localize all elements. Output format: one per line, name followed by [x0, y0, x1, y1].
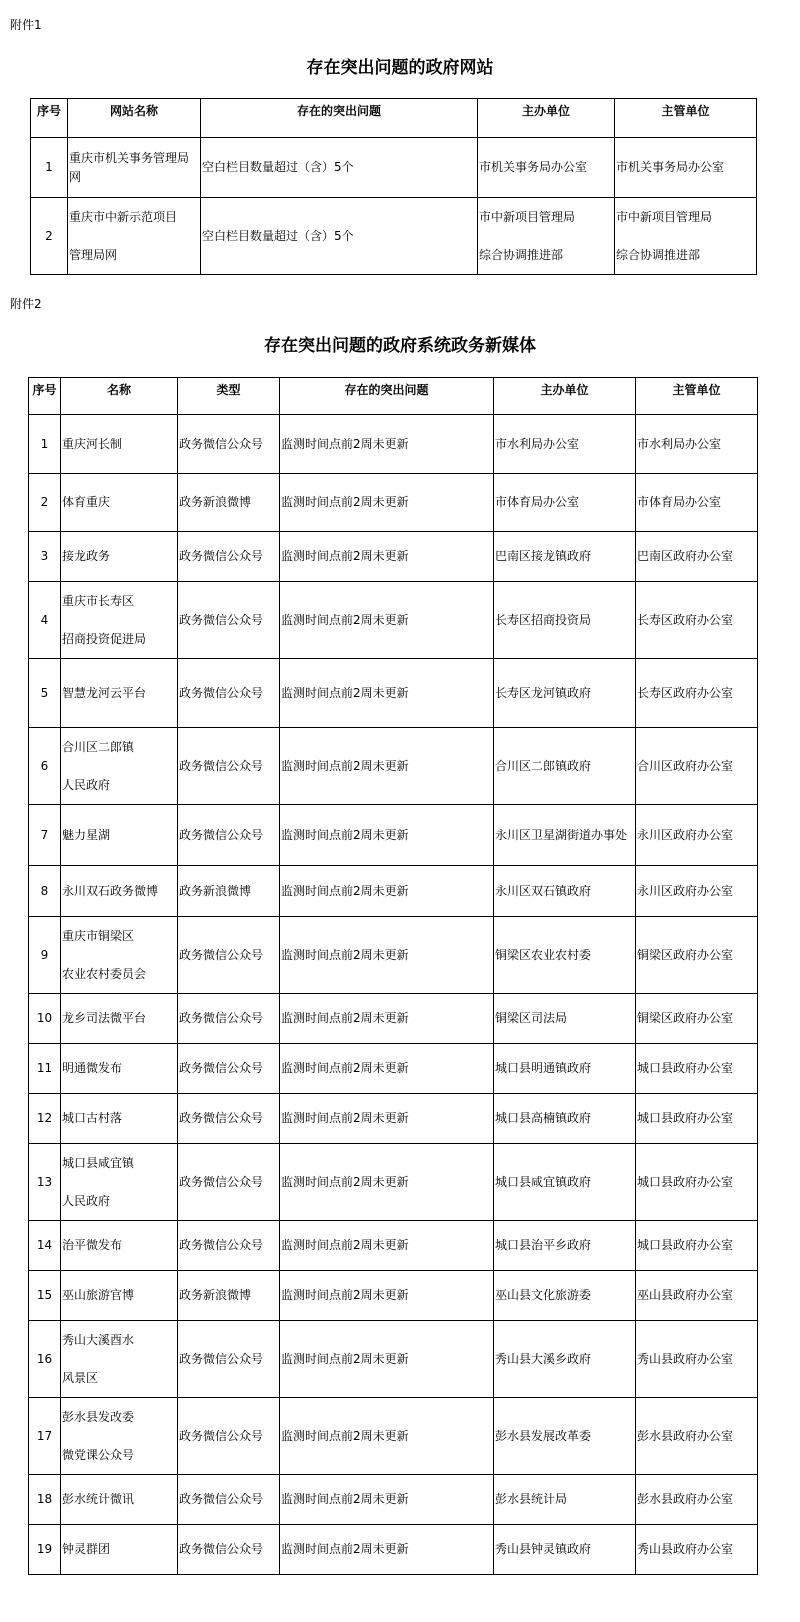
row-name — [61, 917, 178, 994]
header-host-unit: 主办单位 — [478, 99, 615, 138]
row-name — [61, 805, 178, 866]
row-name — [61, 1398, 178, 1475]
row-name-line-1: 重庆河长制 — [62, 436, 123, 451]
table-row — [31, 198, 757, 275]
row-index: 12 — [29, 1094, 61, 1144]
row-supervisor-unit: 铜梁区政府办公室 — [636, 994, 758, 1044]
row-supervisor-unit: 巴南区政府办公室 — [636, 532, 758, 582]
row-name — [61, 532, 178, 582]
row-host-unit: 合川区二郎镇政府 — [494, 728, 636, 805]
row-host-unit: 市水利局办公室 — [494, 415, 636, 474]
row-issue: 监测时间点前2周未更新 — [280, 582, 494, 659]
attachment-2-label: 附件2 — [10, 297, 42, 311]
row-type: 政务微信公众号 — [178, 805, 280, 866]
row-name — [61, 474, 178, 532]
row-name-line-1: 彭水统计微讯 — [62, 1492, 135, 1506]
row-index: 11 — [29, 1044, 61, 1094]
table-row — [29, 994, 758, 1044]
row-issue: 空白栏目数量超过（含）5个 — [201, 138, 478, 198]
row-index: 5 — [29, 659, 61, 728]
row-supervisor-unit: 秀山县政府办公室 — [636, 1321, 758, 1398]
table-row — [29, 659, 758, 728]
row-issue: 监测时间点前2周未更新 — [280, 805, 494, 866]
table-row — [31, 138, 757, 198]
row-name — [61, 1525, 178, 1575]
header-supervisor-unit: 主管单位 — [636, 378, 758, 415]
header-issue: 存在的突出问题 — [280, 378, 494, 415]
table-header-row — [31, 99, 757, 138]
table-row — [29, 728, 758, 805]
table-row — [29, 1094, 758, 1144]
table-row — [29, 1044, 758, 1094]
row-issue: 监测时间点前2周未更新 — [280, 1475, 494, 1525]
row-supervisor-unit: 长寿区政府办公室 — [636, 659, 758, 728]
row-name — [61, 582, 178, 659]
table-row — [29, 1144, 758, 1221]
row-index: 2 — [29, 474, 61, 532]
row-name-line-2: 招商投资促进局 — [62, 632, 147, 646]
row-index: 3 — [29, 532, 61, 582]
row-name-line-1: 重庆市铜梁区 — [62, 929, 135, 943]
row-name-line-1: 巫山旅游官博 — [62, 1288, 135, 1302]
row-type: 政务微信公众号 — [178, 1094, 280, 1144]
row-supervisor-unit: 合川区政府办公室 — [636, 728, 758, 805]
row-host-unit: 彭水县发展改革委 — [494, 1398, 636, 1475]
row-host-unit: 彭水县统计局 — [494, 1475, 636, 1525]
row-website-name-line-2: 管理局网 — [69, 248, 118, 262]
row-host-unit: 巫山县文化旅游委 — [494, 1271, 636, 1321]
row-supervisor-unit: 彭水县政府办公室 — [636, 1398, 758, 1475]
row-website-name — [68, 198, 201, 275]
header-website-name: 网站名称 — [68, 99, 201, 138]
row-host-unit: 铜梁区司法局 — [494, 994, 636, 1044]
row-name-line-2: 农业农村委员会 — [62, 967, 147, 981]
table-row — [29, 532, 758, 582]
row-issue: 监测时间点前2周未更新 — [280, 532, 494, 582]
row-type: 政务微信公众号 — [178, 659, 280, 728]
attachment-1-label: 附件1 — [10, 18, 42, 32]
row-host-unit: 长寿区龙河镇政府 — [494, 659, 636, 728]
row-type: 政务微信公众号 — [178, 1221, 280, 1271]
row-name-line-1: 合川区二郎镇 — [62, 740, 135, 754]
header-index: 序号 — [31, 99, 68, 138]
row-supervisor-unit: 城口县政府办公室 — [636, 1221, 758, 1271]
header-name: 名称 — [61, 378, 178, 415]
row-supervisor-unit: 市水利局办公室 — [636, 415, 758, 474]
row-name — [61, 1475, 178, 1525]
row-name-line-1: 明通微发布 — [62, 1061, 123, 1075]
row-index: 17 — [29, 1398, 61, 1475]
row-name-line-1: 接龙政务 — [62, 549, 111, 563]
row-supervisor-unit: 市体育局办公室 — [636, 474, 758, 532]
row-host-unit: 城口县治平乡政府 — [494, 1221, 636, 1271]
row-host-unit: 永川区卫星湖街道办事处 — [494, 805, 636, 866]
row-type: 政务新浪微博 — [178, 1271, 280, 1321]
table-row — [29, 1321, 758, 1398]
table-row — [29, 1398, 758, 1475]
row-host-unit-line-1: 市中新项目管理局 — [479, 210, 576, 224]
row-supervisor-unit: 城口县政府办公室 — [636, 1144, 758, 1221]
row-name-line-1: 秀山大溪酉水 — [62, 1333, 135, 1347]
table-row — [29, 415, 758, 474]
attachment-2-title: 存在突出问题的政府系统政务新媒体 — [264, 336, 536, 356]
row-name-line-2: 人民政府 — [62, 778, 111, 792]
header-type: 类型 — [178, 378, 280, 415]
row-name — [61, 1094, 178, 1144]
row-name-line-1: 魅力星湖 — [62, 827, 111, 842]
row-host-unit: 长寿区招商投资局 — [494, 582, 636, 659]
row-host-unit: 市体育局办公室 — [494, 474, 636, 532]
row-type: 政务新浪微博 — [178, 866, 280, 917]
row-issue: 空白栏目数量超过（含）5个 — [201, 198, 478, 275]
row-type: 政务微信公众号 — [178, 1398, 280, 1475]
row-issue: 监测时间点前2周未更新 — [280, 415, 494, 474]
row-issue: 监测时间点前2周未更新 — [280, 728, 494, 805]
row-name-line-2: 微党课公众号 — [62, 1448, 135, 1462]
table-row — [29, 1271, 758, 1321]
row-name — [61, 1144, 178, 1221]
new-media-table — [28, 377, 758, 1575]
row-supervisor-unit: 城口县政府办公室 — [636, 1094, 758, 1144]
row-host-unit: 城口县咸宜镇政府 — [494, 1144, 636, 1221]
header-host-unit: 主办单位 — [494, 378, 636, 415]
row-supervisor-unit-line-1: 市中新项目管理局 — [616, 210, 713, 224]
row-name-line-1: 智慧龙河云平台 — [62, 685, 147, 700]
row-type: 政务微信公众号 — [178, 582, 280, 659]
row-supervisor-unit — [615, 198, 757, 275]
row-index: 18 — [29, 1475, 61, 1525]
row-index: 14 — [29, 1221, 61, 1271]
row-type: 政务微信公众号 — [178, 994, 280, 1044]
row-index: 8 — [29, 866, 61, 917]
row-name — [61, 1271, 178, 1321]
row-issue: 监测时间点前2周未更新 — [280, 1321, 494, 1398]
row-issue: 监测时间点前2周未更新 — [280, 659, 494, 728]
row-type: 政务新浪微博 — [178, 474, 280, 532]
row-issue: 监测时间点前2周未更新 — [280, 1144, 494, 1221]
row-supervisor-unit: 彭水县政府办公室 — [636, 1475, 758, 1525]
row-name-line-1: 城口县咸宜镇 — [62, 1156, 135, 1170]
row-supervisor-unit-line-2: 综合协调推进部 — [616, 248, 701, 262]
row-name — [61, 728, 178, 805]
row-type: 政务微信公众号 — [178, 917, 280, 994]
header-issue: 存在的突出问题 — [201, 99, 478, 138]
row-type: 政务微信公众号 — [178, 1044, 280, 1094]
row-name-line-1: 城口古村落 — [62, 1111, 123, 1125]
attachment-1-title: 存在突出问题的政府网站 — [306, 58, 494, 78]
row-supervisor-unit: 秀山县政府办公室 — [636, 1525, 758, 1575]
row-name-line-1: 永川双石政务微博 — [62, 883, 159, 898]
row-index: 13 — [29, 1144, 61, 1221]
row-name-line-1: 重庆市长寿区 — [62, 594, 135, 608]
row-issue: 监测时间点前2周未更新 — [280, 1094, 494, 1144]
row-type: 政务微信公众号 — [178, 1475, 280, 1525]
row-name — [61, 994, 178, 1044]
row-index: 15 — [29, 1271, 61, 1321]
row-host-unit: 巴南区接龙镇政府 — [494, 532, 636, 582]
row-name-line-2: 风景区 — [62, 1371, 99, 1385]
row-type: 政务微信公众号 — [178, 1144, 280, 1221]
row-host-unit: 铜梁区农业农村委 — [494, 917, 636, 994]
row-type: 政务微信公众号 — [178, 1525, 280, 1575]
row-host-unit: 秀山县钟灵镇政府 — [494, 1525, 636, 1575]
websites-table — [30, 98, 757, 275]
row-name — [61, 1221, 178, 1271]
row-issue: 监测时间点前2周未更新 — [280, 1398, 494, 1475]
row-supervisor-unit: 铜梁区政府办公室 — [636, 917, 758, 994]
row-supervisor-unit: 市机关事务局办公室 — [615, 138, 757, 198]
table-row — [29, 474, 758, 532]
row-issue: 监测时间点前2周未更新 — [280, 1044, 494, 1094]
row-issue: 监测时间点前2周未更新 — [280, 1271, 494, 1321]
row-type: 政务微信公众号 — [178, 1321, 280, 1398]
row-type: 政务微信公众号 — [178, 532, 280, 582]
row-index: 7 — [29, 805, 61, 866]
header-index: 序号 — [29, 378, 61, 415]
row-website-name: 重庆市机关事务管理局网 — [68, 138, 201, 198]
row-type: 政务微信公众号 — [178, 415, 280, 474]
row-host-unit: 市机关事务局办公室 — [478, 138, 615, 198]
row-name — [61, 415, 178, 474]
row-issue: 监测时间点前2周未更新 — [280, 474, 494, 532]
row-supervisor-unit: 巫山县政府办公室 — [636, 1271, 758, 1321]
row-type: 政务微信公众号 — [178, 728, 280, 805]
row-name — [61, 1321, 178, 1398]
row-index: 4 — [29, 582, 61, 659]
row-index: 6 — [29, 728, 61, 805]
row-issue: 监测时间点前2周未更新 — [280, 994, 494, 1044]
row-issue: 监测时间点前2周未更新 — [280, 1221, 494, 1271]
row-index: 2 — [31, 198, 68, 275]
row-name-line-1: 治平微发布 — [62, 1238, 123, 1252]
row-host-unit: 城口县高楠镇政府 — [494, 1094, 636, 1144]
table-row — [29, 866, 758, 917]
table-row — [29, 917, 758, 994]
row-host-unit: 秀山县大溪乡政府 — [494, 1321, 636, 1398]
table-row — [29, 582, 758, 659]
row-index: 19 — [29, 1525, 61, 1575]
table-row — [29, 1221, 758, 1271]
row-index: 10 — [29, 994, 61, 1044]
row-name — [61, 659, 178, 728]
row-index: 9 — [29, 917, 61, 994]
row-supervisor-unit: 城口县政府办公室 — [636, 1044, 758, 1094]
row-index: 1 — [31, 138, 68, 198]
row-host-unit — [478, 198, 615, 275]
row-issue: 监测时间点前2周未更新 — [280, 866, 494, 917]
row-host-unit-line-2: 综合协调推进部 — [479, 248, 564, 262]
row-issue: 监测时间点前2周未更新 — [280, 1525, 494, 1575]
table-row — [29, 1525, 758, 1575]
row-host-unit: 城口县明通镇政府 — [494, 1044, 636, 1094]
row-website-name-line-1: 重庆市中新示范项目 — [69, 210, 178, 224]
row-supervisor-unit: 永川区政府办公室 — [636, 805, 758, 866]
row-supervisor-unit: 永川区政府办公室 — [636, 866, 758, 917]
table-header-row — [29, 378, 758, 415]
row-name-line-1: 龙乡司法微平台 — [62, 1011, 147, 1025]
row-name-line-1: 钟灵群团 — [62, 1542, 111, 1556]
table-row — [29, 1475, 758, 1525]
row-name — [61, 1044, 178, 1094]
header-supervisor-unit: 主管单位 — [615, 99, 757, 138]
row-index: 16 — [29, 1321, 61, 1398]
row-supervisor-unit: 长寿区政府办公室 — [636, 582, 758, 659]
row-name-line-2: 人民政府 — [62, 1194, 111, 1208]
table-row — [29, 805, 758, 866]
row-name — [61, 866, 178, 917]
row-index: 1 — [29, 415, 61, 474]
row-host-unit: 永川区双石镇政府 — [494, 866, 636, 917]
row-name-line-1: 彭水县发改委 — [62, 1410, 135, 1424]
row-name-line-1: 体育重庆 — [62, 495, 111, 509]
row-issue: 监测时间点前2周未更新 — [280, 917, 494, 994]
